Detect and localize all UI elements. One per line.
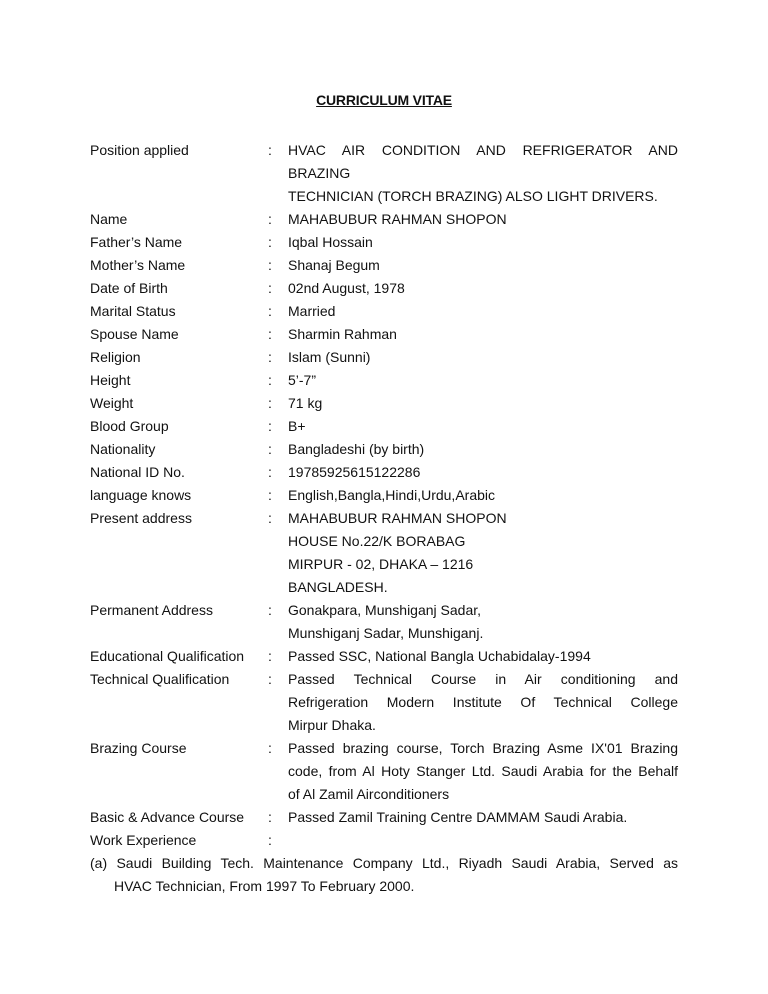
value-line: HOUSE No.22/K BORABAG <box>288 533 466 549</box>
field-value <box>288 369 678 392</box>
detail-row <box>90 139 678 208</box>
colon-separator: : <box>268 648 272 664</box>
field-value <box>288 254 678 277</box>
value-line: 71 kg <box>288 395 323 411</box>
detail-row <box>90 507 678 599</box>
field-value <box>288 829 678 852</box>
field-label: Date of Birth <box>90 280 168 296</box>
colon-separator: : <box>268 303 272 319</box>
field-label: Marital Status <box>90 303 176 319</box>
detail-row <box>90 323 678 346</box>
field-value <box>288 645 678 668</box>
detail-row <box>90 438 678 461</box>
value-line: Passed SSC, National Bangla Uchabidalay-1994 <box>288 648 591 664</box>
field-label: Basic & Advance Course <box>90 809 245 825</box>
field-label: Name <box>90 211 128 227</box>
field-label: Nationality <box>90 441 156 457</box>
colon-separator: : <box>268 740 272 756</box>
experience-line: (a) Saudi Building Tech. Maintenance Company Ltd., Riyadh Saudi Arabia, Served as <box>90 855 678 871</box>
field-label: Religion <box>90 349 141 365</box>
value-line: Shanaj Begum <box>288 257 380 273</box>
value-line: TECHNICIAN (TORCH BRAZING) ALSO LIGHT DRIVERS. <box>288 188 658 204</box>
field-label: Permanent Address <box>90 602 213 618</box>
colon-separator: : <box>268 372 272 388</box>
cv-details <box>90 139 678 898</box>
field-value <box>288 461 678 484</box>
detail-row <box>90 599 678 645</box>
field-label: Spouse Name <box>90 326 179 342</box>
value-line: Refrigeration Modern Institute Of Technical College <box>288 694 678 710</box>
value-line: Passed brazing course, Torch Brazing Asme IX'01 Brazing <box>288 740 678 756</box>
colon-separator: : <box>268 418 272 434</box>
value-line: Gonakpara, Munshiganj Sadar, <box>288 602 482 618</box>
value-line: Islam (Sunni) <box>288 349 371 365</box>
value-line: Munshiganj Sadar, Munshiganj. <box>288 625 484 641</box>
field-value <box>288 599 678 645</box>
colon-separator: : <box>268 602 272 618</box>
value-line: Passed Technical Course in Air conditioning and <box>288 671 678 687</box>
field-value <box>288 277 678 300</box>
detail-row <box>90 645 678 668</box>
detail-row <box>90 484 678 507</box>
field-label: Educational Qualification <box>90 648 245 664</box>
value-line: MIRPUR - 02, DHAKA – 1216 <box>288 556 474 572</box>
colon-separator: : <box>268 464 272 480</box>
detail-row <box>90 231 678 254</box>
value-line: Iqbal Hossain <box>288 234 373 250</box>
field-value <box>288 231 678 254</box>
value-line: Married <box>288 303 336 319</box>
value-line: B+ <box>288 418 306 434</box>
field-label: Mother’s Name <box>90 257 186 273</box>
field-value <box>288 737 678 806</box>
value-line <box>288 829 678 852</box>
detail-row <box>90 300 678 323</box>
field-label: Work Experience <box>90 832 197 848</box>
colon-separator: : <box>268 441 272 457</box>
field-label: Brazing Course <box>90 740 187 756</box>
value-line: English,Bangla,Hindi,Urdu,Arabic <box>288 487 495 503</box>
colon-separator: : <box>268 211 272 227</box>
detail-row <box>90 668 678 737</box>
colon-separator: : <box>268 487 272 503</box>
experience-item <box>90 852 678 898</box>
field-value <box>288 208 678 231</box>
field-label: Father’s Name <box>90 234 183 250</box>
colon-separator: : <box>268 395 272 411</box>
field-value <box>288 346 678 369</box>
field-label: language knows <box>90 487 192 503</box>
detail-row <box>90 346 678 369</box>
value-line: HVAC AIR CONDITION AND REFRIGERATOR AND BRAZING <box>288 142 678 181</box>
field-label: Weight <box>90 395 134 411</box>
work-experience-list <box>90 852 678 898</box>
field-value <box>288 139 678 208</box>
field-value <box>288 323 678 346</box>
value-line: Passed Zamil Training Centre DAMMAM Saudi Arabia. <box>288 809 628 825</box>
value-line: BANGLADESH. <box>288 579 388 595</box>
field-label: Present address <box>90 510 192 526</box>
colon-separator: : <box>268 832 272 848</box>
field-value <box>288 668 678 737</box>
field-value <box>288 507 678 599</box>
field-value <box>288 300 678 323</box>
value-line: Bangladeshi (by birth) <box>288 441 425 457</box>
detail-row <box>90 461 678 484</box>
detail-row <box>90 369 678 392</box>
document-title: CURRICULUM VITAE <box>316 92 452 108</box>
field-label: Position applied <box>90 142 189 158</box>
value-line: 02nd August, 1978 <box>288 280 405 296</box>
colon-separator: : <box>268 142 272 158</box>
field-label: Technical Qualification <box>90 671 230 687</box>
colon-separator: : <box>268 671 272 687</box>
field-label: Blood Group <box>90 418 169 434</box>
value-line: 5’-7” <box>288 372 317 388</box>
colon-separator: : <box>268 349 272 365</box>
colon-separator: : <box>268 257 272 273</box>
detail-row <box>90 806 678 829</box>
experience-line: HVAC Technician, From 1997 To February 2000. <box>114 878 415 894</box>
value-line: 19785925615122286 <box>288 464 421 480</box>
field-value <box>288 392 678 415</box>
value-line: code, from Al Hoty Stanger Ltd. Saudi Arabia for the Behalf <box>288 763 678 779</box>
detail-row <box>90 208 678 231</box>
field-value <box>288 484 678 507</box>
field-label: Height <box>90 372 131 388</box>
detail-row <box>90 392 678 415</box>
field-value <box>288 415 678 438</box>
colon-separator: : <box>268 234 272 250</box>
field-value <box>288 438 678 461</box>
colon-separator: : <box>268 326 272 342</box>
colon-separator: : <box>268 280 272 296</box>
colon-separator: : <box>268 809 272 825</box>
value-line: Sharmin Rahman <box>288 326 397 342</box>
detail-row <box>90 277 678 300</box>
detail-row <box>90 829 678 852</box>
value-line: MAHABUBUR RAHMAN SHOPON <box>288 510 507 526</box>
personal-details-list <box>90 139 678 852</box>
detail-row <box>90 737 678 806</box>
value-line: of Al Zamil Airconditioners <box>288 786 450 802</box>
colon-separator: : <box>268 510 272 526</box>
field-value <box>288 806 678 829</box>
detail-row <box>90 254 678 277</box>
value-line: MAHABUBUR RAHMAN SHOPON <box>288 211 507 227</box>
field-label: National ID No. <box>90 464 185 480</box>
value-line: Mirpur Dhaka. <box>288 717 376 733</box>
detail-row <box>90 415 678 438</box>
